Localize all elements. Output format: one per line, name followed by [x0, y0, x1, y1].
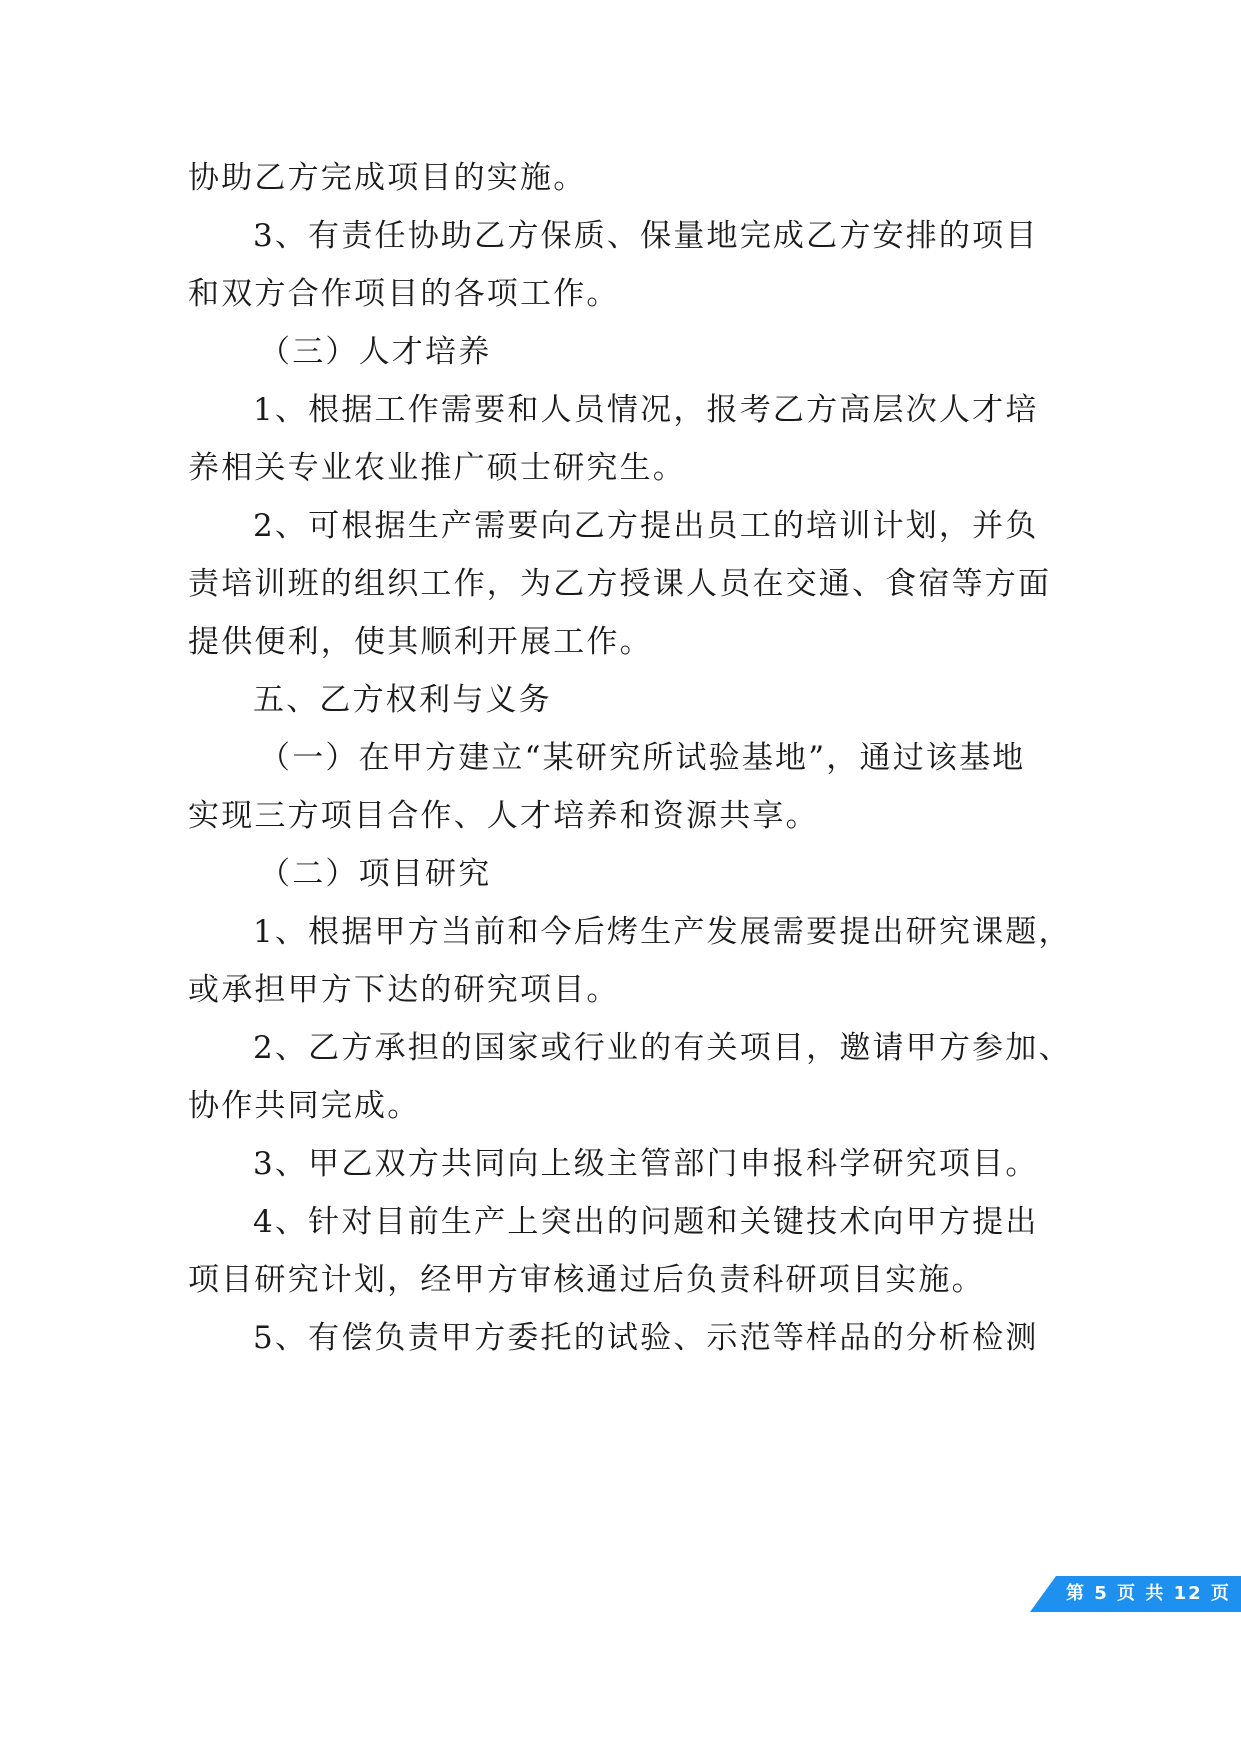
- paragraph-line: 4、针对目前生产上突出的问题和关键技术向甲方提出: [253, 1204, 1039, 1240]
- paragraph-line: 责培训班的组织工作，为乙方授课人员在交通、食宿等方面: [188, 566, 1052, 602]
- paragraph-line: 2、可根据生产需要向乙方提出员工的培训计划，并负: [253, 508, 1039, 544]
- section-heading: （二）项目研究: [259, 856, 492, 892]
- paragraph-line: 提供便利，使其顺利开展工作。: [188, 624, 653, 660]
- paragraph-line: 协助乙方完成项目的实施。: [188, 160, 587, 196]
- paragraph-line: 和双方合作项目的各项工作。: [188, 276, 620, 312]
- section-heading: （三）人才培养: [259, 334, 492, 370]
- paragraph-line: 实现三方项目合作、人才培养和资源共享。: [188, 798, 819, 834]
- page-number-badge: [1030, 1576, 1241, 1612]
- paragraph-line: 2、乙方承担的国家或行业的有关项目，邀请甲方参加、: [253, 1030, 1072, 1066]
- paragraph-line: 或承担甲方下达的研究项目。: [188, 972, 620, 1008]
- paragraph-line: 1、根据甲方当前和今后烤生产发展需要提出研究课题，: [253, 914, 1072, 950]
- paragraph-line: （一）在甲方建立“某研究所试验基地”，通过该基地: [259, 740, 1026, 776]
- paragraph-line: 5、有偿负责甲方委托的试验、示范等样品的分析检测: [253, 1320, 1039, 1356]
- paragraph-line: 养相关专业农业推广硕士研究生。: [188, 450, 686, 486]
- paragraph-line: 项目研究计划，经甲方审核通过后负责科研项目实施。: [188, 1262, 985, 1298]
- paragraph-line: 协作共同完成。: [188, 1088, 421, 1124]
- paragraph-line: 3、有责任协助乙方保质、保量地完成乙方安排的项目: [253, 218, 1039, 254]
- page-number-label: 第 5 页 共 12 页: [1066, 1583, 1231, 1604]
- paragraph-line: 1、根据工作需要和人员情况，报考乙方高层次人才培: [253, 392, 1039, 428]
- paragraph-line: 3、甲乙双方共同向上级主管部门申报科学研究项目。: [253, 1146, 1039, 1182]
- section-heading: 五、乙方权利与义务: [253, 682, 552, 718]
